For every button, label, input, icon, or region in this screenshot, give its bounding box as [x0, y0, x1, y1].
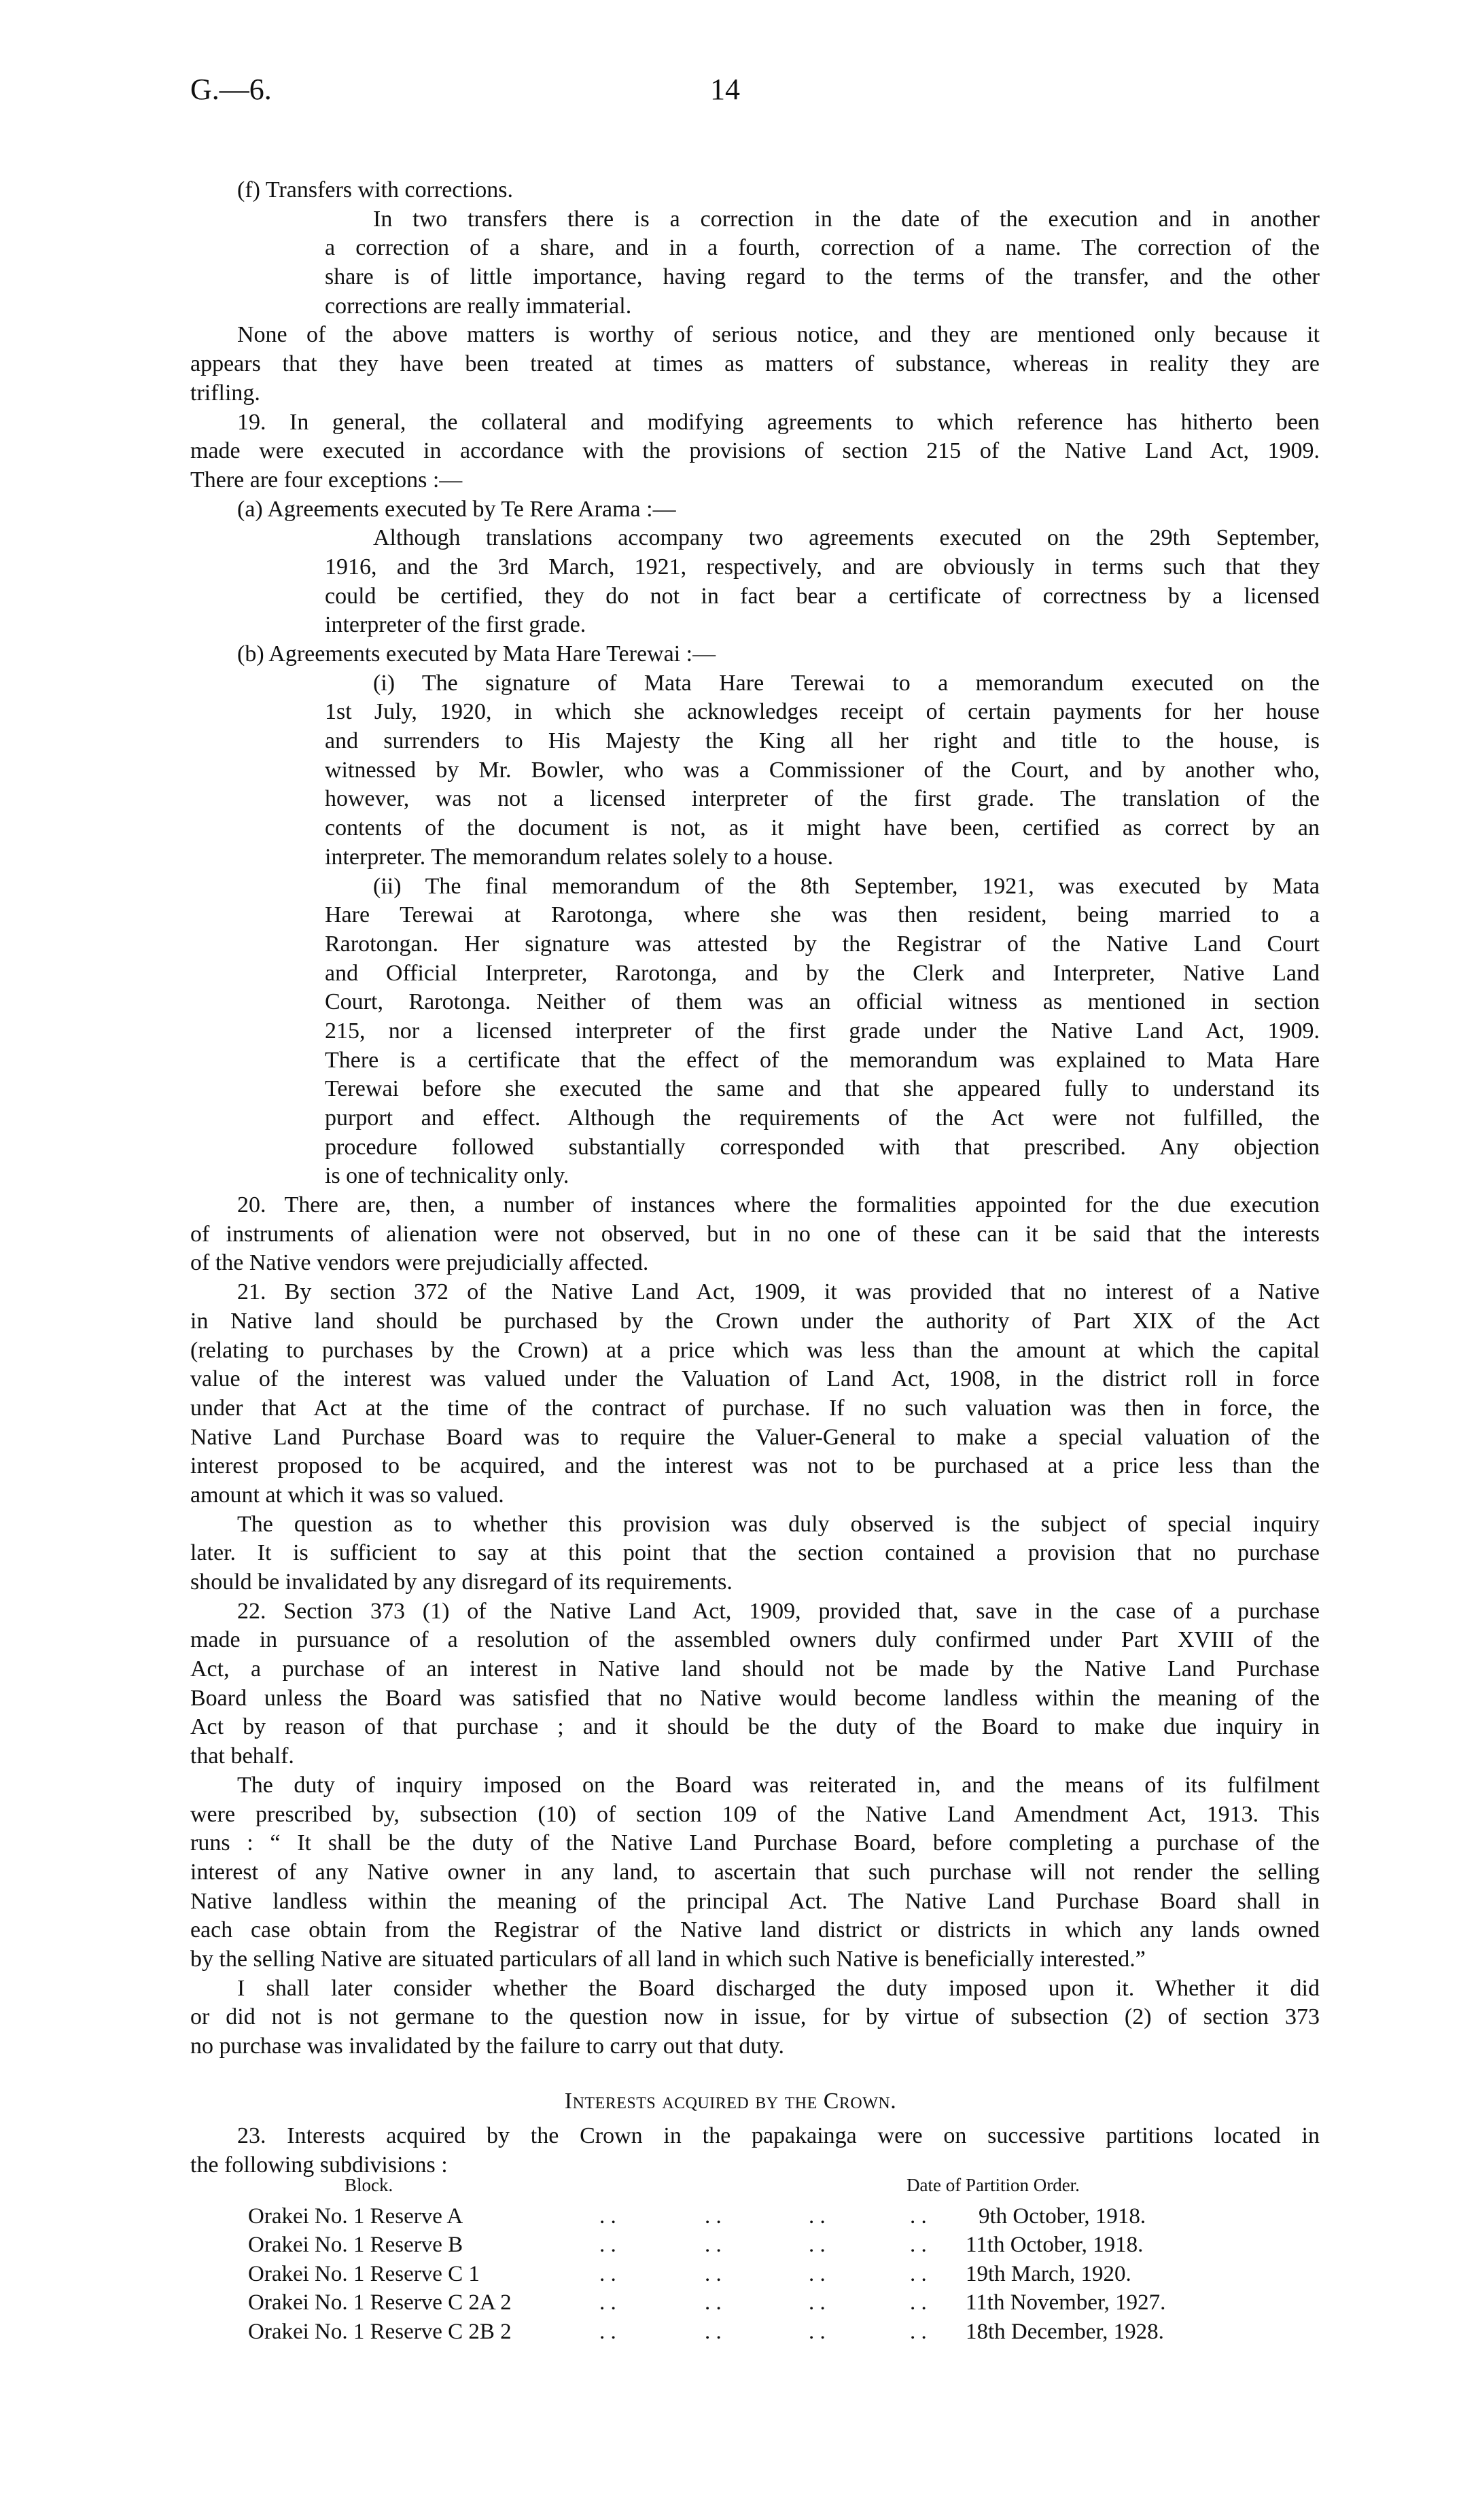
text-line: I shall later consider whether the Board discharged the duty imposed upon it. Whether it did [237, 1975, 1320, 2001]
text-line: In two transfers there is a correction in the date of the execution and in another [373, 206, 1320, 232]
text-line: could be certified, they do not in fact bear a certificate of correctness by a licensed [325, 583, 1320, 609]
list-item-heading [190, 495, 1320, 525]
text-line: no purchase was invalidated by the failure to carry out that duty. [190, 2034, 784, 2059]
text-line: (f) Transfers with corrections. [237, 177, 514, 202]
block-name: Orakei No. 1 Reserve C 2B 2 [248, 2319, 512, 2344]
text-line: contents of the document is not, as it might have been, certified as correct by an [325, 815, 1320, 841]
paragraph [190, 1771, 1320, 1974]
text-line: appears that they have been treated at times as matters of substance, whereas in reality they are [190, 351, 1320, 377]
text-line: Native Land Purchase Board was to require the Valuer-General to make a special valuation of the [190, 1424, 1320, 1450]
text-line: 1st July, 1920, in which she acknowledges receipt of certain payments for her house [325, 699, 1320, 725]
text-line: purport and effect. Although the requirements of the Act were not fulfilled, the [325, 1105, 1320, 1131]
dot-leader: . . [809, 2290, 826, 2315]
block-name: Orakei No. 1 Reserve C 2A 2 [248, 2290, 512, 2315]
text-line: the following subdivisions : [190, 2152, 448, 2178]
dot-leader: . . [910, 2319, 927, 2344]
text-line: a correction of a share, and in a fourth, correction of a name. The correction of the [325, 235, 1320, 261]
table-row [0, 2231, 1461, 2259]
text-line: interest of any Native owner in any land, to ascertain that such purchase will not render the selling [190, 1859, 1320, 1885]
page-number: 14 [710, 73, 740, 106]
text-line: (ii) The final memorandum of the 8th September, 1921, was executed by Mata [373, 873, 1320, 899]
dot-leader: . . [809, 2204, 826, 2229]
partition-date: 18th December, 1928. [966, 2319, 1164, 2344]
dot-leader: . . [599, 2233, 616, 2258]
text-line: amount at which it was so valued. [190, 1482, 504, 1508]
section-heading: Interests acquired by the Crown. [564, 2089, 897, 2114]
paragraph [190, 1597, 1320, 1771]
text-line: Act by reason of that purchase ; and it should be the duty of the Board to make due inquiry in [190, 1714, 1320, 1740]
text-line: interest proposed to be acquired, and the interest was not to be purchased at a price less than the [190, 1453, 1320, 1479]
text-line: were prescribed by, subsection (10) of section 109 of the Native Land Amendment Act, 1913. This [190, 1801, 1320, 1827]
text-line: There is a certificate that the effect of the memorandum was explained to Mata Hare [325, 1047, 1320, 1073]
text-line: There are four exceptions :— [190, 467, 463, 493]
column-header-date: Date of Partition Order. [906, 2175, 1080, 2195]
dot-leader: . . [705, 2261, 722, 2286]
text-line: The question as to whether this provision was duly observed is the subject of special inquiry [237, 1511, 1320, 1537]
text-line: of the Native vendors were prejudicially affected. [190, 1250, 649, 1276]
text-line: should be invalidated by any disregard of its requirements. [190, 1569, 733, 1595]
text-line: Court, Rarotonga. Neither of them was an official witness as mentioned in section [325, 989, 1320, 1015]
text-line: Rarotongan. Her signature was attested by the Registrar of the Native Land Court [325, 931, 1320, 957]
dot-leader: . . [809, 2319, 826, 2344]
text-line: 215, nor a licensed interpreter of the first grade under the Native Land Act, 1909. [325, 1018, 1320, 1044]
text-line: The duty of inquiry imposed on the Board was reiterated in, and the means of its fulfilment [237, 1772, 1320, 1798]
text-line: 21. By section 372 of the Native Land Act, 1909, it was provided that no interest of a Native [237, 1279, 1320, 1305]
list-item-heading [190, 640, 1320, 669]
text-line: (a) Agreements executed by Te Rere Arama :— [237, 496, 676, 522]
text-line: Board unless the Board was satisfied that no Native would become landless within the meaning of the [190, 1685, 1320, 1711]
table-row [0, 2288, 1461, 2317]
text-line: corrections are really immaterial. [325, 293, 632, 319]
block-name: Orakei No. 1 Reserve A [248, 2204, 463, 2229]
paragraph [190, 408, 1320, 495]
document-code: G.—6. [190, 73, 272, 106]
paragraph-23 [190, 2122, 1320, 2180]
text-line: share is of little importance, having regard to the terms of the transfer, and the other [325, 264, 1320, 290]
partition-date: 9th October, 1918. [979, 2204, 1146, 2229]
partition-date: 11th October, 1918. [966, 2233, 1144, 2258]
dot-leader: . . [910, 2233, 927, 2258]
text-line: Native landless within the meaning of the principal Act. The Native Land Purchase Board shall in [190, 1888, 1320, 1914]
dot-leader: . . [705, 2204, 722, 2229]
text-line: (i) The signature of Mata Hare Terewai to a memorandum executed on the [373, 670, 1320, 696]
dot-leader: . . [910, 2290, 927, 2315]
text-line: by the selling Native are situated particulars of all land in which such Native is beneficially interested.” [190, 1946, 1146, 1972]
text-line: made were executed in accordance with the provisions of section 215 of the Native Land Act, 1909. [190, 438, 1320, 464]
dot-leader: . . [705, 2319, 722, 2344]
dot-leader: . . [599, 2261, 616, 2286]
block-name: Orakei No. 1 Reserve C 1 [248, 2261, 480, 2286]
text-line: Hare Terewai at Rarotonga, where she was then resident, being married to a [325, 902, 1320, 928]
text-line: 19. In general, the collateral and modifying agreements to which reference has hitherto been [237, 409, 1320, 435]
paragraph [190, 1278, 1320, 1510]
text-line: and surrenders to His Majesty the King all her right and title to the house, is [325, 728, 1320, 754]
dot-leader: . . [705, 2233, 722, 2258]
paragraph [190, 1510, 1320, 1597]
text-line: or did not is not germane to the question now in issue, for by virtue of subsection (2) of section 373 [190, 2004, 1320, 2030]
text-line: and Official Interpreter, Rarotonga, and by the Clerk and Interpreter, Native Land [325, 960, 1320, 986]
text-line: Terewai before she executed the same and that she appeared fully to understand its [325, 1076, 1320, 1102]
text-line: later. It is sufficient to say at this point that the section contained a provision that no purchase [190, 1540, 1320, 1566]
table-row [0, 2318, 1461, 2346]
text-line: Act, a purchase of an interest in Native land should not be made by the Native Land Purchase [190, 1656, 1320, 1682]
text-line: 1916, and the 3rd March, 1921, respectively, and are obviously in terms such that they [325, 554, 1320, 580]
list-item-heading [190, 176, 1320, 205]
text-line: that behalf. [190, 1743, 294, 1769]
column-header-block: Block. [345, 2175, 393, 2195]
text-line: 23. Interests acquired by the Crown in the papakainga were on successive partitions located in [237, 2123, 1320, 2148]
document-body [190, 176, 1320, 2061]
sub-paragraph [190, 205, 1320, 321]
text-line: (relating to purchases by the Crown) at a price which was less than the amount at which the capital [190, 1337, 1320, 1363]
dot-leader: . . [599, 2290, 616, 2315]
text-line: under that Act at the time of the contract of purchase. If no such valuation was then in force, the [190, 1395, 1320, 1421]
text-line: Although translations accompany two agreements executed on the 29th September, [373, 525, 1320, 551]
text-line: interpreter. The memorandum relates solely to a house. [325, 844, 834, 870]
dot-leader: . . [910, 2204, 927, 2229]
dot-leader: . . [705, 2290, 722, 2315]
text-line: None of the above matters is worthy of serious notice, and they are mentioned only because it [237, 322, 1320, 348]
block-name: Orakei No. 1 Reserve B [248, 2233, 463, 2258]
sub-paragraph [190, 524, 1320, 640]
sub-paragraph [190, 669, 1320, 872]
text-line: trifling. [190, 380, 260, 406]
table-row [0, 2260, 1461, 2288]
text-line: runs : “ It shall be the duty of the Native Land Purchase Board, before completing a purchase of the [190, 1830, 1320, 1856]
text-line: is one of technicality only. [325, 1163, 569, 1189]
text-line: of instruments of alienation were not observed, but in no one of these can it be said that the interests [190, 1221, 1320, 1247]
partition-date: 11th November, 1927. [966, 2290, 1166, 2315]
dot-leader: . . [809, 2233, 826, 2258]
text-line: interpreter of the first grade. [325, 612, 586, 638]
text-line: each case obtain from the Registrar of the Native land district or districts in which any lands owned [190, 1917, 1320, 1943]
dot-leader: . . [809, 2261, 826, 2286]
text-line: 20. There are, then, a number of instances where the formalities appointed for the due execution [237, 1192, 1320, 1218]
dot-leader: . . [599, 2204, 616, 2229]
sub-paragraph [190, 872, 1320, 1192]
text-line: however, was not a licensed interpreter of the first grade. The translation of the [325, 786, 1320, 812]
text-line: procedure followed substantially corresponded with that prescribed. Any objection [325, 1134, 1320, 1160]
text-line: in Native land should be purchased by the Crown under the authority of Part XIX of the Act [190, 1308, 1320, 1334]
dot-leader: . . [910, 2261, 927, 2286]
paragraph [190, 321, 1320, 408]
paragraph [190, 1974, 1320, 2061]
text-line: (b) Agreements executed by Mata Hare Terewai :— [237, 641, 716, 667]
partition-date: 19th March, 1920. [966, 2261, 1131, 2286]
text-line: made in pursuance of a resolution of the assembled owners duly confirmed under Part XVIII of the [190, 1627, 1320, 1653]
paragraph [190, 1191, 1320, 1278]
table-row [0, 2202, 1461, 2231]
text-line: 22. Section 373 (1) of the Native Land Act, 1909, provided that, save in the case of a purchase [237, 1598, 1320, 1624]
text-line: value of the interest was valued under the Valuation of Land Act, 1908, in the district roll in force [190, 1366, 1320, 1392]
dot-leader: . . [599, 2319, 616, 2344]
text-line: witnessed by Mr. Bowler, who was a Commissioner of the Court, and by another who, [325, 757, 1320, 783]
